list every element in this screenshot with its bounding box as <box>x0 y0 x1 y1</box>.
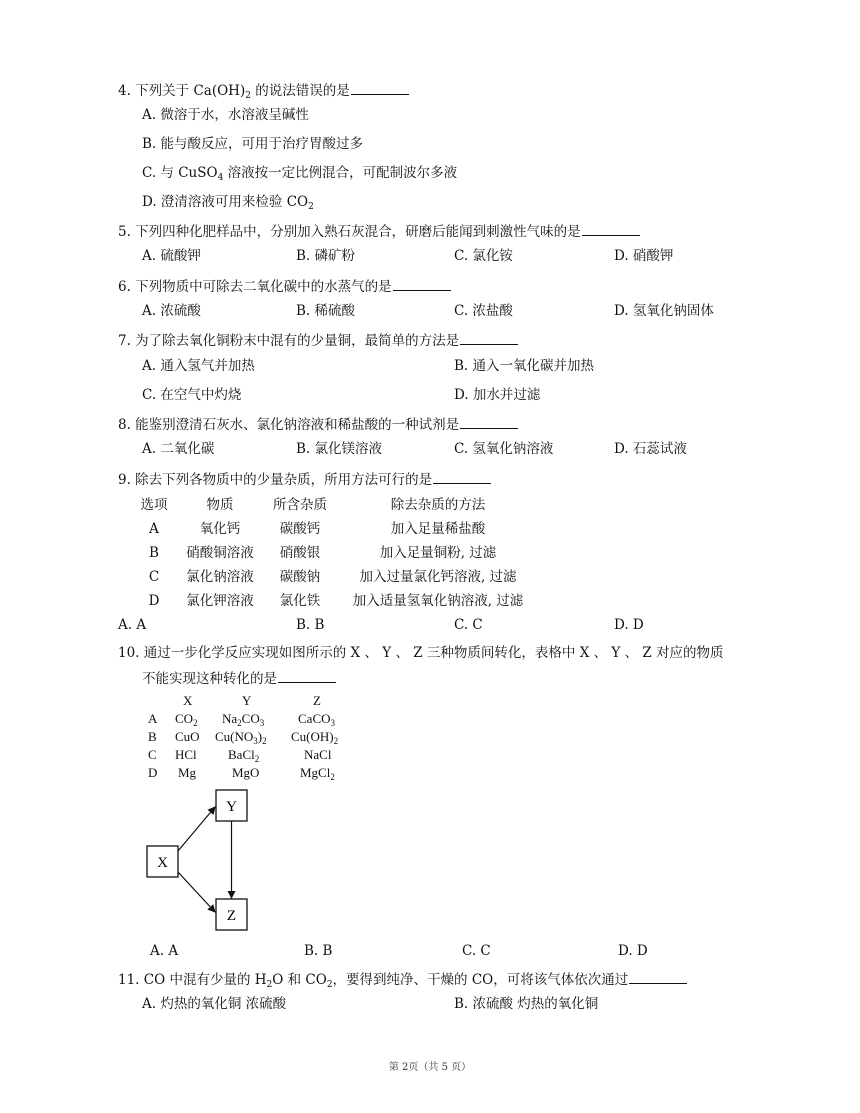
question-8-option-c: C. 氢氧化钠溶液 <box>454 441 554 457</box>
box-y <box>216 790 247 821</box>
table-cell: $Na_2CO_3$ <box>222 711 265 728</box>
answer-blank[interactable] <box>460 332 518 345</box>
table-cell: BaCl$_2$ <box>228 747 260 764</box>
table-cell: B <box>149 545 159 561</box>
question-4-stem: 4. 下列关于 $Ca(OH)_2$ 的说法错误的是 <box>118 82 409 100</box>
table-cell: NaCl <box>304 747 332 762</box>
question-9-option-d: D. D <box>614 617 644 633</box>
answer-blank[interactable] <box>351 82 409 95</box>
question-7-option-a: A. 通入氢气并加热 <box>142 358 255 374</box>
question-10-option-d: D. D <box>618 943 648 959</box>
question-10-option-b: B. B <box>304 943 333 959</box>
table-cell: 氯化钠溶液 <box>186 569 254 585</box>
answer-blank[interactable] <box>278 670 336 683</box>
question-8-option-d: D. 石蕊试液 <box>614 441 687 457</box>
question-4-option-c: C. 与 CuSO$_4$ 溶液按一定比例混合，可配制波尔多液 <box>142 165 458 183</box>
question-9-option-c: C. C <box>454 617 483 633</box>
question-11-stem: 11. CO 中混有少量的 $H_2O$ 和 $CO_2$，要得到纯净、干燥的 CO，可将该气体依次通过 <box>118 971 687 989</box>
table-cell: MgO <box>232 765 260 780</box>
table-cell: 加入足量稀盐酸 <box>390 521 486 537</box>
question-7-stem: 7. 为了除去氧化铜粉末中混有的少量铜，最简单的方法是 <box>118 332 518 350</box>
table-row-label: D <box>148 765 158 780</box>
table-cell: 碳酸钠 <box>279 569 321 585</box>
question-10-stem-line-1: 10. 通过一步化学反应实现如图所示的 X 、 Y 、 Z 三种物质间转化，表格中 X 、 Y 、 Z 对应的物质 <box>118 645 724 661</box>
table-cell: CuO <box>175 729 200 744</box>
table-cell: 氯化铁 <box>279 593 321 609</box>
table-cell: HCl <box>175 747 197 762</box>
table-cell: MgCl$_2$ <box>300 765 335 782</box>
box-x <box>147 846 178 877</box>
table-header: 所含杂质 <box>273 497 327 513</box>
table-cell: 氧化钙 <box>199 521 241 537</box>
question-6-option-d: D. 氢氧化钠固体 <box>614 303 714 319</box>
table-header: 选项 <box>140 497 168 513</box>
table-cell: 加入足量铜粉, 过滤 <box>379 545 497 561</box>
table-cell: C <box>148 569 160 585</box>
box-x-label: X <box>157 855 168 871</box>
arrow-x-to-y <box>178 807 215 851</box>
question-10-option-a: A. A <box>150 943 179 959</box>
question-7-option-d: D. 加水并过滤 <box>454 387 541 403</box>
table-cell: 加入适量氢氧化钠溶液, 过滤 <box>352 593 524 609</box>
question-5-option-a: A. 硫酸钾 <box>142 248 201 264</box>
question-5-option-d: D. 硝酸钾 <box>614 248 674 264</box>
table-cell: 硝酸银 <box>279 545 321 561</box>
table-cell: $CO_2$ <box>175 711 198 728</box>
question-4-option-d: D. 澄清溶液可用来检验 $CO_2$ <box>142 194 314 212</box>
answer-blank[interactable] <box>433 471 491 484</box>
question-5-option-c: C. 氯化铵 <box>454 248 513 264</box>
table-header: Z <box>313 693 321 708</box>
question-6-stem: 6. 下列物质中可除去二氧化碳中的水蒸气的是 <box>118 278 451 296</box>
table-cell: 氯化钾溶液 <box>186 593 254 609</box>
table-cell: Mg <box>178 765 197 780</box>
answer-blank[interactable] <box>582 223 640 236</box>
table-cell: 硝酸铜溶液 <box>186 545 254 561</box>
answer-blank[interactable] <box>393 278 451 291</box>
question-6-option-a: A. 浓硫酸 <box>142 303 201 319</box>
answer-blank[interactable] <box>460 416 518 429</box>
table-cell: 加入过量氯化钙溶液, 过滤 <box>359 569 517 585</box>
question-5-option-b: B. 磷矿粉 <box>296 248 356 264</box>
question-7-option-c: C. 在空气中灼烧 <box>142 387 242 403</box>
conversion-diagram <box>140 786 260 938</box>
question-8-stem: 8. 能鉴别澄清石灰水、氯化钠溶液和稀盐酸的一种试剂是 <box>118 416 518 434</box>
table-row-label: C <box>148 747 157 762</box>
page-footer: 第 2页（共 5 页） <box>388 1062 472 1073</box>
question-6-option-b: B. 稀硫酸 <box>296 303 356 319</box>
table-header: 物质 <box>206 497 234 513</box>
table-cell: CaCO$_3$ <box>298 711 335 728</box>
question-7-option-b: B. 通入一氧化碳并加热 <box>454 358 595 374</box>
question-11-option-b: B. 浓硫酸 灼热的氧化铜 <box>454 996 599 1012</box>
table-header: X <box>183 693 193 708</box>
question-11-option-a: A. 灼热的氧化铜 浓硫酸 <box>142 996 287 1012</box>
question-4-option-b: B. 能与酸反应，可用于治疗胃酸过多 <box>142 136 364 152</box>
question-9-stem: 9. 除去下列各物质中的少量杂质，所用方法可行的是 <box>118 471 491 489</box>
table-cell: $Cu(OH)_2$ <box>291 729 339 746</box>
answer-blank[interactable] <box>629 971 687 984</box>
table-cell: 碳酸钙 <box>279 521 321 537</box>
table-cell: D <box>148 593 160 609</box>
question-4-option-a: A. 微溶于水，水溶液呈碱性 <box>142 107 309 123</box>
box-y-label: Y <box>226 799 237 815</box>
table-header: Y <box>242 693 252 708</box>
table-header: 除去杂质的方法 <box>390 497 486 513</box>
question-10-stem-line-2: 不能实现这种转化的是 <box>142 670 336 688</box>
question-9-option-b: B. B <box>296 617 325 633</box>
box-z <box>216 899 247 930</box>
box-z-label: Z <box>226 908 237 924</box>
question-9-option-a: A. A <box>118 617 147 633</box>
question-10-option-c: C. C <box>462 943 491 959</box>
table-row-label: A <box>148 711 158 726</box>
question-8-option-a: A. 二氧化碳 <box>142 441 215 457</box>
table-cell: A <box>149 521 159 537</box>
question-5-stem: 5. 下列四种化肥样品中，分别加入熟石灰混合，研磨后能闻到刺激性气味的是 <box>118 223 640 241</box>
table-cell: $Cu(NO_3)_2$ <box>215 729 267 746</box>
table-row-label: B <box>148 729 157 744</box>
arrow-x-to-z <box>178 872 215 912</box>
question-6-option-c: C. 浓盐酸 <box>454 303 513 319</box>
question-8-option-b: B. 氯化镁溶液 <box>296 441 383 457</box>
